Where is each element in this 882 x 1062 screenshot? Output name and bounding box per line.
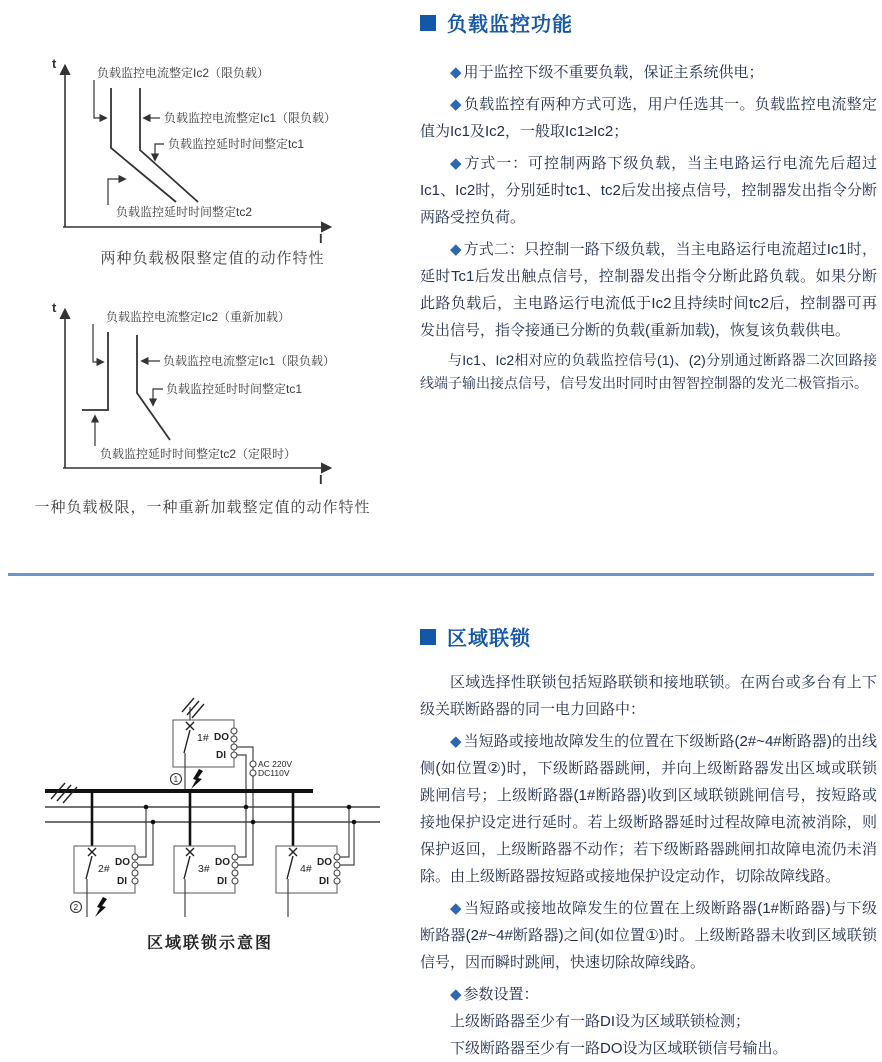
diamond-bullet-icon: ◆	[450, 241, 462, 258]
paragraph: ◆ 当短路或接地故障发生的位置在上级断路器(1#断路器)与下级断路器(2#~4#断路器)之间(如位置①)时。上级断路器未收到区域联锁信号，因而瞬时跳闸，快速切除故障线路。	[420, 900, 877, 971]
curve-label-tc2: 负载监控延时时间整定tc2	[116, 205, 253, 219]
ac-supply-label: AC 220V	[258, 759, 293, 769]
leader-lines	[94, 80, 164, 205]
do-label: DO	[317, 857, 332, 868]
do-label: DO	[214, 732, 229, 743]
breaker-contact-icon	[86, 848, 96, 879]
circuit-caption: 区域联锁示意图	[146, 935, 273, 952]
zone-interlock-canvas	[35, 695, 385, 927]
supply-source-icon	[182, 698, 204, 720]
section-heading	[420, 622, 877, 651]
curve-label-tc1: 负载监控延时时间整定tc1	[166, 382, 303, 396]
y-axis-label: t	[52, 56, 57, 71]
curve-label-ic2: 负载监控电流整定Ic2（限负载）	[97, 66, 270, 80]
interlock-signal-lines	[45, 807, 380, 822]
paragraph: ◆ 当短路或接地故障发生的位置在下级断路(2#~4#断路器)的出线侧(如位置②)时，下级断路器跳闸，并向上级断路器发出区域或联锁跳闸信号；上级断路器(1#断路器)收到区域联锁跳闸信号，按短路或接地保护设定进行延时。若上级断路器延时过程故障电流被消除，则保护返回，上级断路器不动作；若下级断路器跳闸扣故障电流仍未消除。由上级断路器按短路或接地保护设定动作，切除故障线路。	[420, 733, 877, 885]
di-label: DI	[216, 750, 226, 761]
paragraph: ◆ 负载监控有两种方式可选，用户任选其一。负载监控电流整定值为Ic1及Ic2，一般取Ic1≥Ic2；	[420, 96, 877, 140]
curve-label-ic1: 负载监控电流整定Ic1（限负载）	[163, 354, 336, 368]
breaker-contact-icon	[184, 848, 194, 879]
diamond-bullet-icon: ◆	[450, 64, 462, 81]
diamond-bullet-icon: ◆	[450, 155, 463, 172]
load-limit-chart-2-canvas	[30, 290, 395, 490]
curve-label-ic2-reload: 负载监控电流整定Ic2（重新加载）	[106, 310, 291, 324]
breaker-1	[173, 720, 237, 791]
paragraph: 区域选择性联锁包括短路联锁和接地联锁。在两台或多台有上下级关联断路器的同一电力回路中：	[420, 674, 877, 718]
section-body	[420, 59, 877, 395]
section-load-monitoring	[420, 8, 877, 395]
fault-marker-2	[71, 897, 108, 917]
paragraph: 与Ic1、Ic2相对应的负载监控信号(1)、(2)分别通过断路器二次回路接线端子输出接点信号，信号发出时同时由智智控制器的发光二极管指示。	[420, 352, 877, 391]
breaker-id: 4#	[300, 863, 312, 875]
section-body	[420, 669, 877, 1062]
diamond-bullet-icon: ◆	[450, 900, 462, 917]
fault-number: 1	[173, 775, 179, 784]
paragraph: 下级断路器至少有一路DO设为区域联锁信号输出。	[450, 1040, 788, 1057]
di-label: DI	[217, 876, 227, 887]
do-label: DO	[115, 857, 130, 868]
chart-1-caption: 两种负载极限整定值的动作特性	[100, 250, 325, 267]
section-zone-interlock	[420, 622, 877, 1062]
load-limit-chart-1-canvas	[30, 50, 395, 265]
load-limit-chart-reload	[30, 290, 395, 490]
curve-label-tc2-fixed: 负载监控延时时间整定tc2（定限时）	[100, 447, 297, 461]
curve-label-ic1: 负载监控电流整定Ic1（限负载）	[164, 111, 337, 125]
paragraph: ◆ 方式二：只控制一路下级负载，当主电路运行电流超过Ic1时，延时Tc1后发出触点信号，控制器发出指令分断此路负载。如果分断此路负载后，主电路运行电流低于Ic2且持续时间tc2后，控制器可再发出信号，指令接通已分断的负载(重新加载)，恢复该负载供电。	[420, 241, 877, 339]
diamond-bullet-icon: ◆	[450, 733, 462, 750]
di-label: DI	[117, 876, 127, 887]
y-axis-label: t	[52, 300, 57, 315]
section-title: 负载监控功能	[447, 14, 573, 36]
heading-square-icon	[420, 629, 436, 645]
feeders	[92, 791, 293, 846]
breaker-id: 2#	[98, 863, 110, 875]
section-divider	[8, 573, 874, 576]
breaker-id: 1#	[197, 732, 209, 744]
paragraph: ◆ 方式一：可控制两路下级负载，当主电路运行电流先后超过Ic1、Ic2时，分别延时tc1、tc2后发出接点信号，控制器发出指令分断两路受控负荷。	[420, 155, 877, 226]
paragraph: ◆ 参数设置：	[450, 986, 539, 1003]
fault-marker-1	[171, 769, 204, 789]
chart-2-caption: 一种负载极限，一种重新加载整定值的动作特性	[34, 499, 371, 516]
lightning-icon	[191, 769, 203, 789]
diamond-bullet-icon: ◆	[450, 986, 462, 1003]
paragraph: ◆ 用于监控下级不重要负载，保证主系统供电；	[450, 64, 764, 81]
breaker-id: 3#	[198, 863, 210, 875]
load-limit-chart-two-settings	[30, 50, 395, 265]
heading-square-icon	[420, 15, 436, 31]
curve-label-tc1: 负载监控延时时间整定tc1	[168, 137, 305, 151]
fault-number: 2	[73, 903, 79, 912]
section-heading	[420, 8, 877, 37]
breaker-contact-icon	[184, 722, 194, 753]
zone-interlock-diagram	[35, 695, 385, 927]
leader-lines	[93, 324, 163, 446]
di-label: DI	[319, 876, 329, 887]
paragraph: 上级断路器至少有一路DI设为区域联锁检测；	[450, 1013, 751, 1030]
dc-supply-label: DC110V	[258, 768, 290, 778]
diamond-bullet-icon: ◆	[450, 96, 462, 113]
section-title: 区域联锁	[447, 628, 531, 650]
lightning-icon	[95, 897, 107, 917]
x-axis-label: I	[319, 231, 323, 246]
do-label: DO	[215, 857, 230, 868]
busbar	[45, 783, 313, 803]
x-axis-label: I	[319, 472, 323, 487]
breaker-contact-icon	[287, 848, 297, 879]
